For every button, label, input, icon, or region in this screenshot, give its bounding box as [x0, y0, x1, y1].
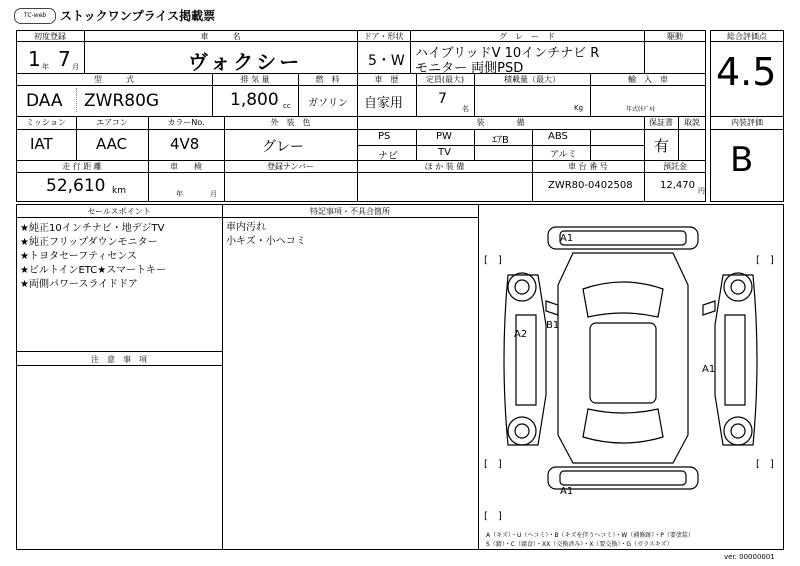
- document-title: ストックワンプライス掲載票: [60, 9, 216, 23]
- col-divider: [222, 204, 223, 550]
- chassis-value: ZWR80-0402508: [548, 180, 633, 191]
- wheel-front-right: [724, 273, 752, 301]
- remark-line: 車内汚れ: [226, 222, 266, 233]
- fuel-value: ガソリン: [308, 98, 348, 109]
- load-unit: Kg: [574, 104, 584, 112]
- legend-line-1: A（キズ）・U（ヘコミ）・B（キズを伴うヘコミ）・W（補修跡）・P（要塗装）: [486, 532, 694, 539]
- inspection-year-unit: 年: [176, 190, 183, 198]
- wheel-front-left: [508, 273, 536, 301]
- equip-tv: TV: [438, 147, 451, 158]
- grade-label: グ レ ー ド: [499, 32, 555, 41]
- mission-value: IAT: [30, 135, 53, 153]
- displacement-value: 1,800: [230, 90, 279, 110]
- load-label: 積載量（最大）: [504, 75, 560, 84]
- sales-points-label: セールスポイント: [87, 207, 151, 216]
- roof-shape: [590, 323, 656, 403]
- mileage-value: 52,610: [46, 176, 106, 196]
- import-note: 年式(ﾓﾃﾞﾙ): [626, 106, 655, 113]
- rear-window-shape: [583, 409, 663, 443]
- sales-point: ★純正フリップダウンモニター: [20, 237, 158, 248]
- equip-alloy: アルミ: [550, 150, 577, 160]
- legend-line-2: S（錆）・C（腐食）・XX（交換済み）・X（要交換）・G（ガラスキズ）: [486, 541, 673, 548]
- warranty-value: 有: [654, 137, 670, 155]
- row-divider: [16, 172, 706, 173]
- wheel-rear-right-hub: [731, 424, 745, 438]
- exterior-label: 外 装 色: [270, 118, 311, 127]
- row-divider: [16, 85, 706, 86]
- notes-label: 注 意 事 項: [91, 355, 147, 364]
- first-reg-label: 初度登録: [34, 32, 66, 41]
- inspection-label: 車 検: [170, 162, 202, 171]
- interior-rating-label: 内装評価: [731, 118, 763, 127]
- sales-point: ★トヨタセーフティセンス: [20, 251, 137, 262]
- row-divider: [16, 351, 222, 352]
- col-divider: [416, 129, 417, 160]
- color-no-label: カラーNo.: [167, 118, 205, 127]
- row-divider: [16, 129, 706, 130]
- damage-mark-right-side: A1: [702, 364, 716, 375]
- mission-label: ミッション: [26, 118, 66, 127]
- bracket-rear-left: [ ]: [484, 459, 502, 470]
- bracket-front-left: [ ]: [484, 255, 502, 266]
- aircon-value: AAC: [96, 135, 128, 153]
- damage-mark-roof: B1: [546, 320, 560, 331]
- body-outline: [558, 253, 688, 463]
- version-label: ver. 00000001: [724, 553, 775, 561]
- displacement-unit: cc: [283, 102, 291, 110]
- manual-label: 取説: [684, 118, 700, 127]
- remark-line: 小キズ・小ヘコミ: [226, 236, 306, 247]
- fuel-label: 燃 料: [315, 75, 340, 84]
- recycle-unit: 円: [698, 187, 705, 195]
- sales-point: ★両側パワースライドドア: [20, 279, 138, 290]
- warranty-label: 保証書: [649, 118, 673, 127]
- year-unit: 年: [42, 63, 49, 71]
- remarks-list: [226, 221, 306, 249]
- exterior-value: グレー: [262, 139, 304, 155]
- overall-rating-label: 総合評価点: [727, 32, 767, 41]
- wheel-rear-right: [724, 417, 752, 445]
- capacity-unit: 名: [462, 105, 469, 113]
- door-label: ドア・形状: [363, 32, 404, 41]
- month-unit: 月: [72, 63, 79, 71]
- sales-points-list: [20, 222, 166, 292]
- equip-airbag: ｴｱB: [492, 135, 509, 146]
- windshield-shape: [583, 282, 663, 317]
- wheel-front-left-hub: [515, 280, 529, 294]
- other-equip-label: ほ か 装 備: [424, 162, 465, 171]
- col-divider: [590, 129, 591, 160]
- recycle-value: 12,470: [660, 180, 695, 191]
- model-code: ZWR80G: [84, 91, 160, 111]
- damage-mark-left-side: A2: [514, 329, 528, 340]
- plate-label: 登録ナンバー: [266, 162, 315, 171]
- car-name-label: 車 名: [200, 32, 241, 41]
- displacement-label: 排 気 量: [240, 75, 270, 84]
- rear-panel-shape: [560, 471, 686, 485]
- drive-label: 駆動: [667, 32, 683, 41]
- equip-navi: ナビ: [378, 151, 398, 162]
- door-value: 5・W: [368, 53, 405, 69]
- brand-logo: [14, 8, 56, 24]
- capacity-label: 定員(最大): [425, 75, 465, 84]
- first-reg-year: 1: [28, 47, 41, 71]
- wheel-front-right-hub: [731, 280, 745, 294]
- model-separator: [76, 88, 77, 112]
- car-damage-diagram: [478, 205, 783, 549]
- overall-rating: 4.5: [716, 50, 777, 94]
- chassis-label: 車 台 番 号: [568, 162, 608, 171]
- recycle-label: 預託金: [663, 162, 687, 171]
- interior-rating: B: [730, 140, 754, 180]
- model-label: 型 式: [94, 75, 134, 84]
- car-name: ヴォクシー: [188, 50, 303, 74]
- front-grille-shape: [560, 231, 686, 245]
- damage-mark-rear: A1: [560, 486, 574, 497]
- col-divider: [532, 129, 533, 160]
- row-divider: [16, 217, 478, 218]
- inspection-month-unit: 月: [210, 190, 217, 198]
- rating-divider: [710, 129, 784, 130]
- equip-abs: ABS: [548, 131, 568, 142]
- mileage-label: 走 行 距 離: [62, 162, 102, 171]
- vehicle-history-label: 車 歴: [374, 75, 399, 84]
- model-prefix: DAA: [26, 91, 63, 111]
- right-door-shape: [725, 315, 745, 405]
- bracket-bottom-left: [ ]: [484, 511, 502, 522]
- vehicle-use: 自家用: [364, 96, 404, 111]
- grade-line2: モニター 両側PSD: [415, 61, 524, 76]
- wheel-rear-left: [508, 417, 536, 445]
- right-mirror-shape: [703, 301, 715, 315]
- sales-point: ★純正10インチナビ・地デジTV: [20, 223, 165, 234]
- col-divider: [474, 129, 475, 160]
- sales-point: ★ビルトインETC★スマートキー: [20, 265, 167, 276]
- color-no-value: 4V8: [170, 135, 200, 153]
- damage-mark-front: A1: [560, 233, 574, 244]
- first-reg-month: 7: [58, 47, 71, 71]
- remarks-label: 特記事項・不具合箇所: [310, 207, 390, 216]
- capacity-value: 7: [438, 91, 447, 107]
- equip-ps: PS: [378, 131, 391, 142]
- brand-logo-text: TC-web: [23, 12, 47, 19]
- import-label: 輸 入 車: [628, 75, 668, 84]
- bracket-rear-right: [ ]: [756, 459, 774, 470]
- grade-line1: ハイブリッドV 10インチナビ R: [415, 46, 600, 61]
- bracket-front-right: [ ]: [756, 255, 774, 266]
- wheel-rear-left-hub: [515, 424, 529, 438]
- row-divider: [16, 365, 222, 366]
- equipment-label: 装 備: [476, 118, 525, 127]
- left-mirror-shape: [546, 301, 558, 315]
- equip-pw: PW: [436, 131, 452, 142]
- mileage-unit: km: [112, 186, 126, 196]
- aircon-label: エアコン: [96, 118, 128, 127]
